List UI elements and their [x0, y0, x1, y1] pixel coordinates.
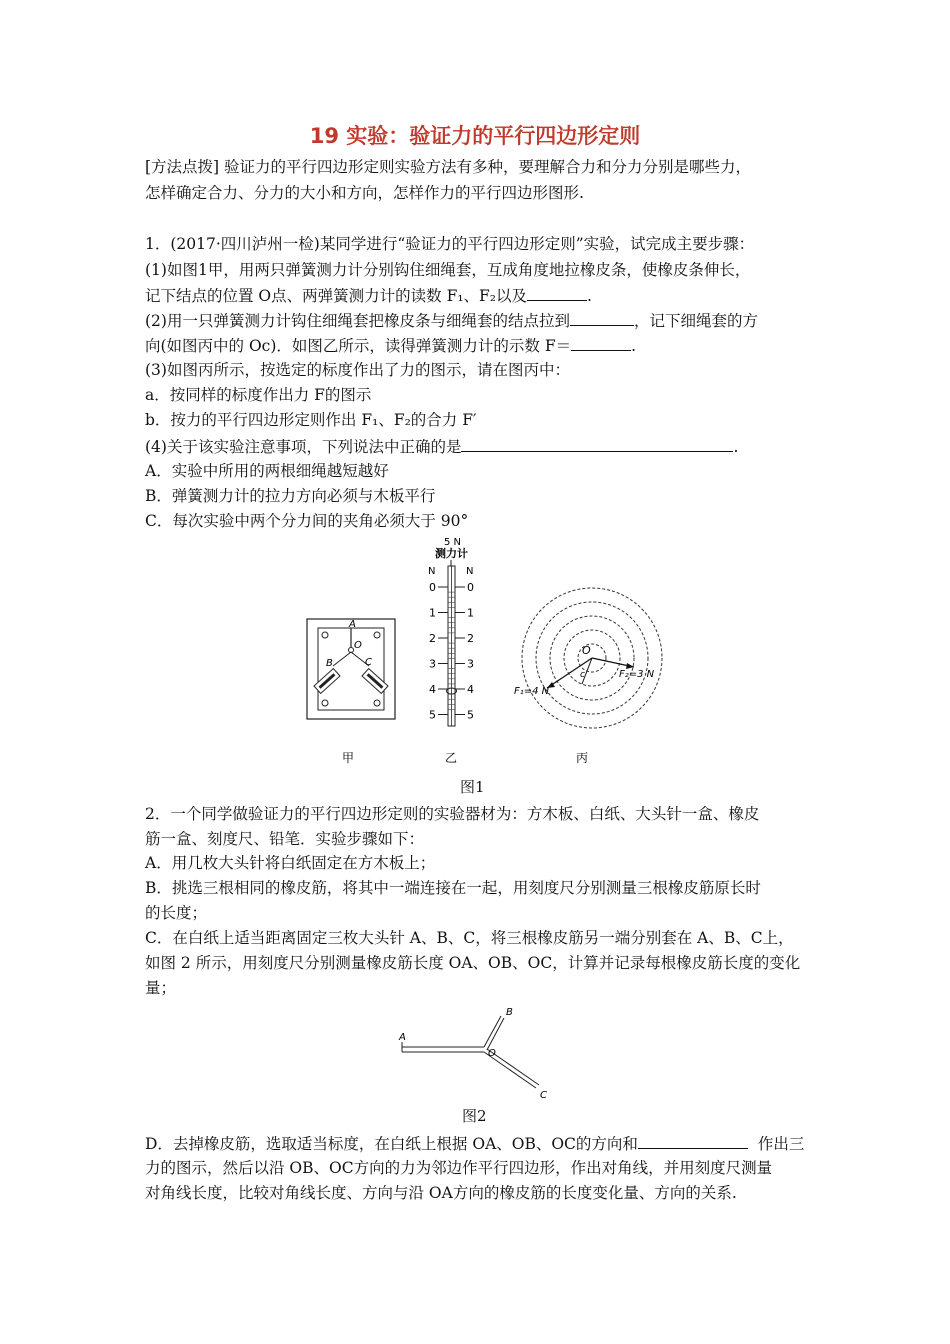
q1-blank-4[interactable]: [461, 436, 733, 452]
q1-part1-end: .: [587, 287, 592, 305]
jia-label-c: C: [365, 657, 372, 668]
page-title: 19 实验：验证力的平行四边形定则: [309, 124, 641, 148]
figure-1-caption: 图1: [460, 778, 485, 796]
fig2-label-c: C: [540, 1090, 547, 1101]
q1-part3-b: b．按力的平行四边形定则作出 F₁、F₂的合力 F′: [145, 411, 477, 429]
q2-line-1: 2．一个同学做验证力的平行四边形定则的实验器材为：方木板、白纸、大头针一盒、橡皮: [145, 805, 760, 823]
bing-label-c: c: [580, 670, 585, 680]
q1-part3: (3)如图丙所示，按选定的标度作出了力的图示，请在图丙中：: [145, 361, 570, 379]
q2-step-b-1: B．挑选三根相同的橡皮筋，将其中一端连接在一起，用刻度尺分别测量三根橡皮筋原长时: [145, 879, 761, 897]
fig2-label-o: O: [488, 1048, 496, 1059]
q2-step-c-3: 量；: [145, 979, 177, 997]
figure-2-caption: 图2: [462, 1107, 487, 1125]
bing-label-f2: F₂=3 N: [619, 669, 655, 680]
figure-1-bing: [514, 588, 662, 728]
jia-label-a: A: [349, 619, 356, 630]
q1-part4-end: .: [733, 438, 739, 456]
q2-step-c-2: 如图 2 所示，用刻度尺分别测量橡皮筋长度 OA、OB、OC，计算并记录每根橡皮筋长度的变化: [145, 954, 801, 972]
q1-part2-line1: [145, 310, 758, 331]
q1-option-a: A．实验中所用的两根细绳越短越好: [145, 462, 389, 480]
q2-line-2: 筋一盒、刻度尺、铅笔．实验步骤如下：: [145, 830, 425, 848]
meter-title: 测力计: [435, 547, 468, 560]
intro-line-2: 怎样确定合力、分力的大小和方向，怎样作力的平行四边形图形.: [145, 184, 584, 202]
fig2-label-b: B: [506, 1007, 513, 1018]
q2-step-b-2: 的长度；: [145, 904, 208, 922]
unit-right: N: [466, 566, 474, 577]
figure-1-yi: [428, 537, 474, 726]
sub-caption-jia: 甲: [342, 751, 355, 765]
fig2-label-a: A: [399, 1032, 406, 1043]
q1-part1-line1: (1)如图1甲，用两只弹簧测力计分别钩住细绳套，互成角度地拉橡皮条，使橡皮条伸长，: [145, 261, 751, 279]
q1-part2b-text: 向(如图丙中的 Oc)．如图乙所示，读得弹簧测力计的示数 F＝: [145, 337, 572, 355]
figure-1-jia: [307, 619, 395, 719]
scale-number-left: 5: [429, 708, 436, 722]
scale-number-left: 3: [429, 657, 436, 671]
meter-max: 5 N: [444, 537, 462, 548]
q1-part2-cont: ，记下细绳套的方: [633, 312, 758, 330]
q1-part2b-end: .: [631, 337, 637, 355]
scale-number-left: 2: [429, 632, 436, 645]
scale-number-left: 0: [429, 581, 436, 594]
q1-part1-line2: [145, 285, 592, 306]
scale-number-right: 4: [467, 683, 474, 696]
q2-step-d-3: 对角线长度，比较对角线长度、方向与沿 OA方向的橡皮筋的长度变化量、方向的关系.: [145, 1184, 737, 1202]
q1-part2-line2: [145, 335, 636, 356]
q2-step-d-cont: 作出三: [757, 1135, 805, 1153]
sub-caption-bing: 丙: [576, 751, 589, 765]
bing-label-f1: F₁=4 N: [514, 686, 550, 697]
scale-number-left: 4: [429, 683, 436, 696]
q1-blank-2[interactable]: [570, 310, 634, 326]
q2-step-d-text: D．去掉橡皮筋，选取适当标度，在白纸上根据 OA、OB、OC的方向和: [145, 1135, 638, 1153]
q1-option-b: B．弹簧测力计的拉力方向必须与木板平行: [145, 487, 436, 505]
figure-2: [390, 1000, 570, 1110]
q1-part4: [145, 436, 738, 457]
scale-number-right: 0: [467, 581, 474, 594]
q1-blank-3[interactable]: [571, 335, 631, 351]
q2-step-c-1: C．在白纸上适当距离固定三枚大头针 A、B、C，将三根橡皮筋另一端分别套在 A、B、C上，: [145, 929, 794, 947]
scale-number-right: 5: [467, 708, 474, 722]
q1-part3-a: a．按同样的标度作出力 F的图示: [145, 386, 372, 404]
q1-part4-text: (4)关于该实验注意事项，下列说法中正确的是: [145, 438, 462, 456]
jia-label-b: B: [326, 658, 333, 669]
unit-left: N: [428, 566, 436, 577]
q2-step-d-2: 力的图示，然后以沿 OB、OC方向的力为邻边作平行四边形，作出对角线，并用刻度尺测量: [145, 1159, 773, 1177]
intro-line-1: [方法点拨] 验证力的平行四边形定则实验方法有多种，要理解合力和分力分别是哪些力，: [145, 158, 752, 176]
q2-step-d-1: [145, 1133, 804, 1154]
sub-caption-yi: 乙: [445, 751, 458, 765]
scale-number-right: 2: [467, 632, 474, 645]
figure-1: [290, 532, 670, 772]
scale-number-right: 3: [467, 657, 474, 671]
q1-part1-text: 记下结点的位置 O点、两弹簧测力计的读数 F₁、F₂以及: [145, 287, 527, 305]
scale-number-left: 1: [429, 606, 436, 620]
jia-label-o: O: [354, 640, 362, 651]
scale-number-right: 1: [467, 606, 474, 620]
q1-blank-1[interactable]: [527, 285, 587, 301]
bing-label-o: O: [582, 644, 591, 657]
q1-option-c: C．每次实验中两个分力间的夹角必须大于 90°: [145, 512, 469, 530]
q2-step-a: A．用几枚大头针将白纸固定在方木板上；: [145, 854, 436, 872]
q1-stem: 1．(2017·四川泸州一检)某同学进行“验证力的平行四边形定则”实验，试完成主要步骤：: [145, 235, 755, 253]
q1-part2-text: (2)用一只弹簧测力计钩住细绳套把橡皮条与细绳套的结点拉到: [145, 312, 570, 330]
q2-blank[interactable]: [638, 1133, 748, 1149]
